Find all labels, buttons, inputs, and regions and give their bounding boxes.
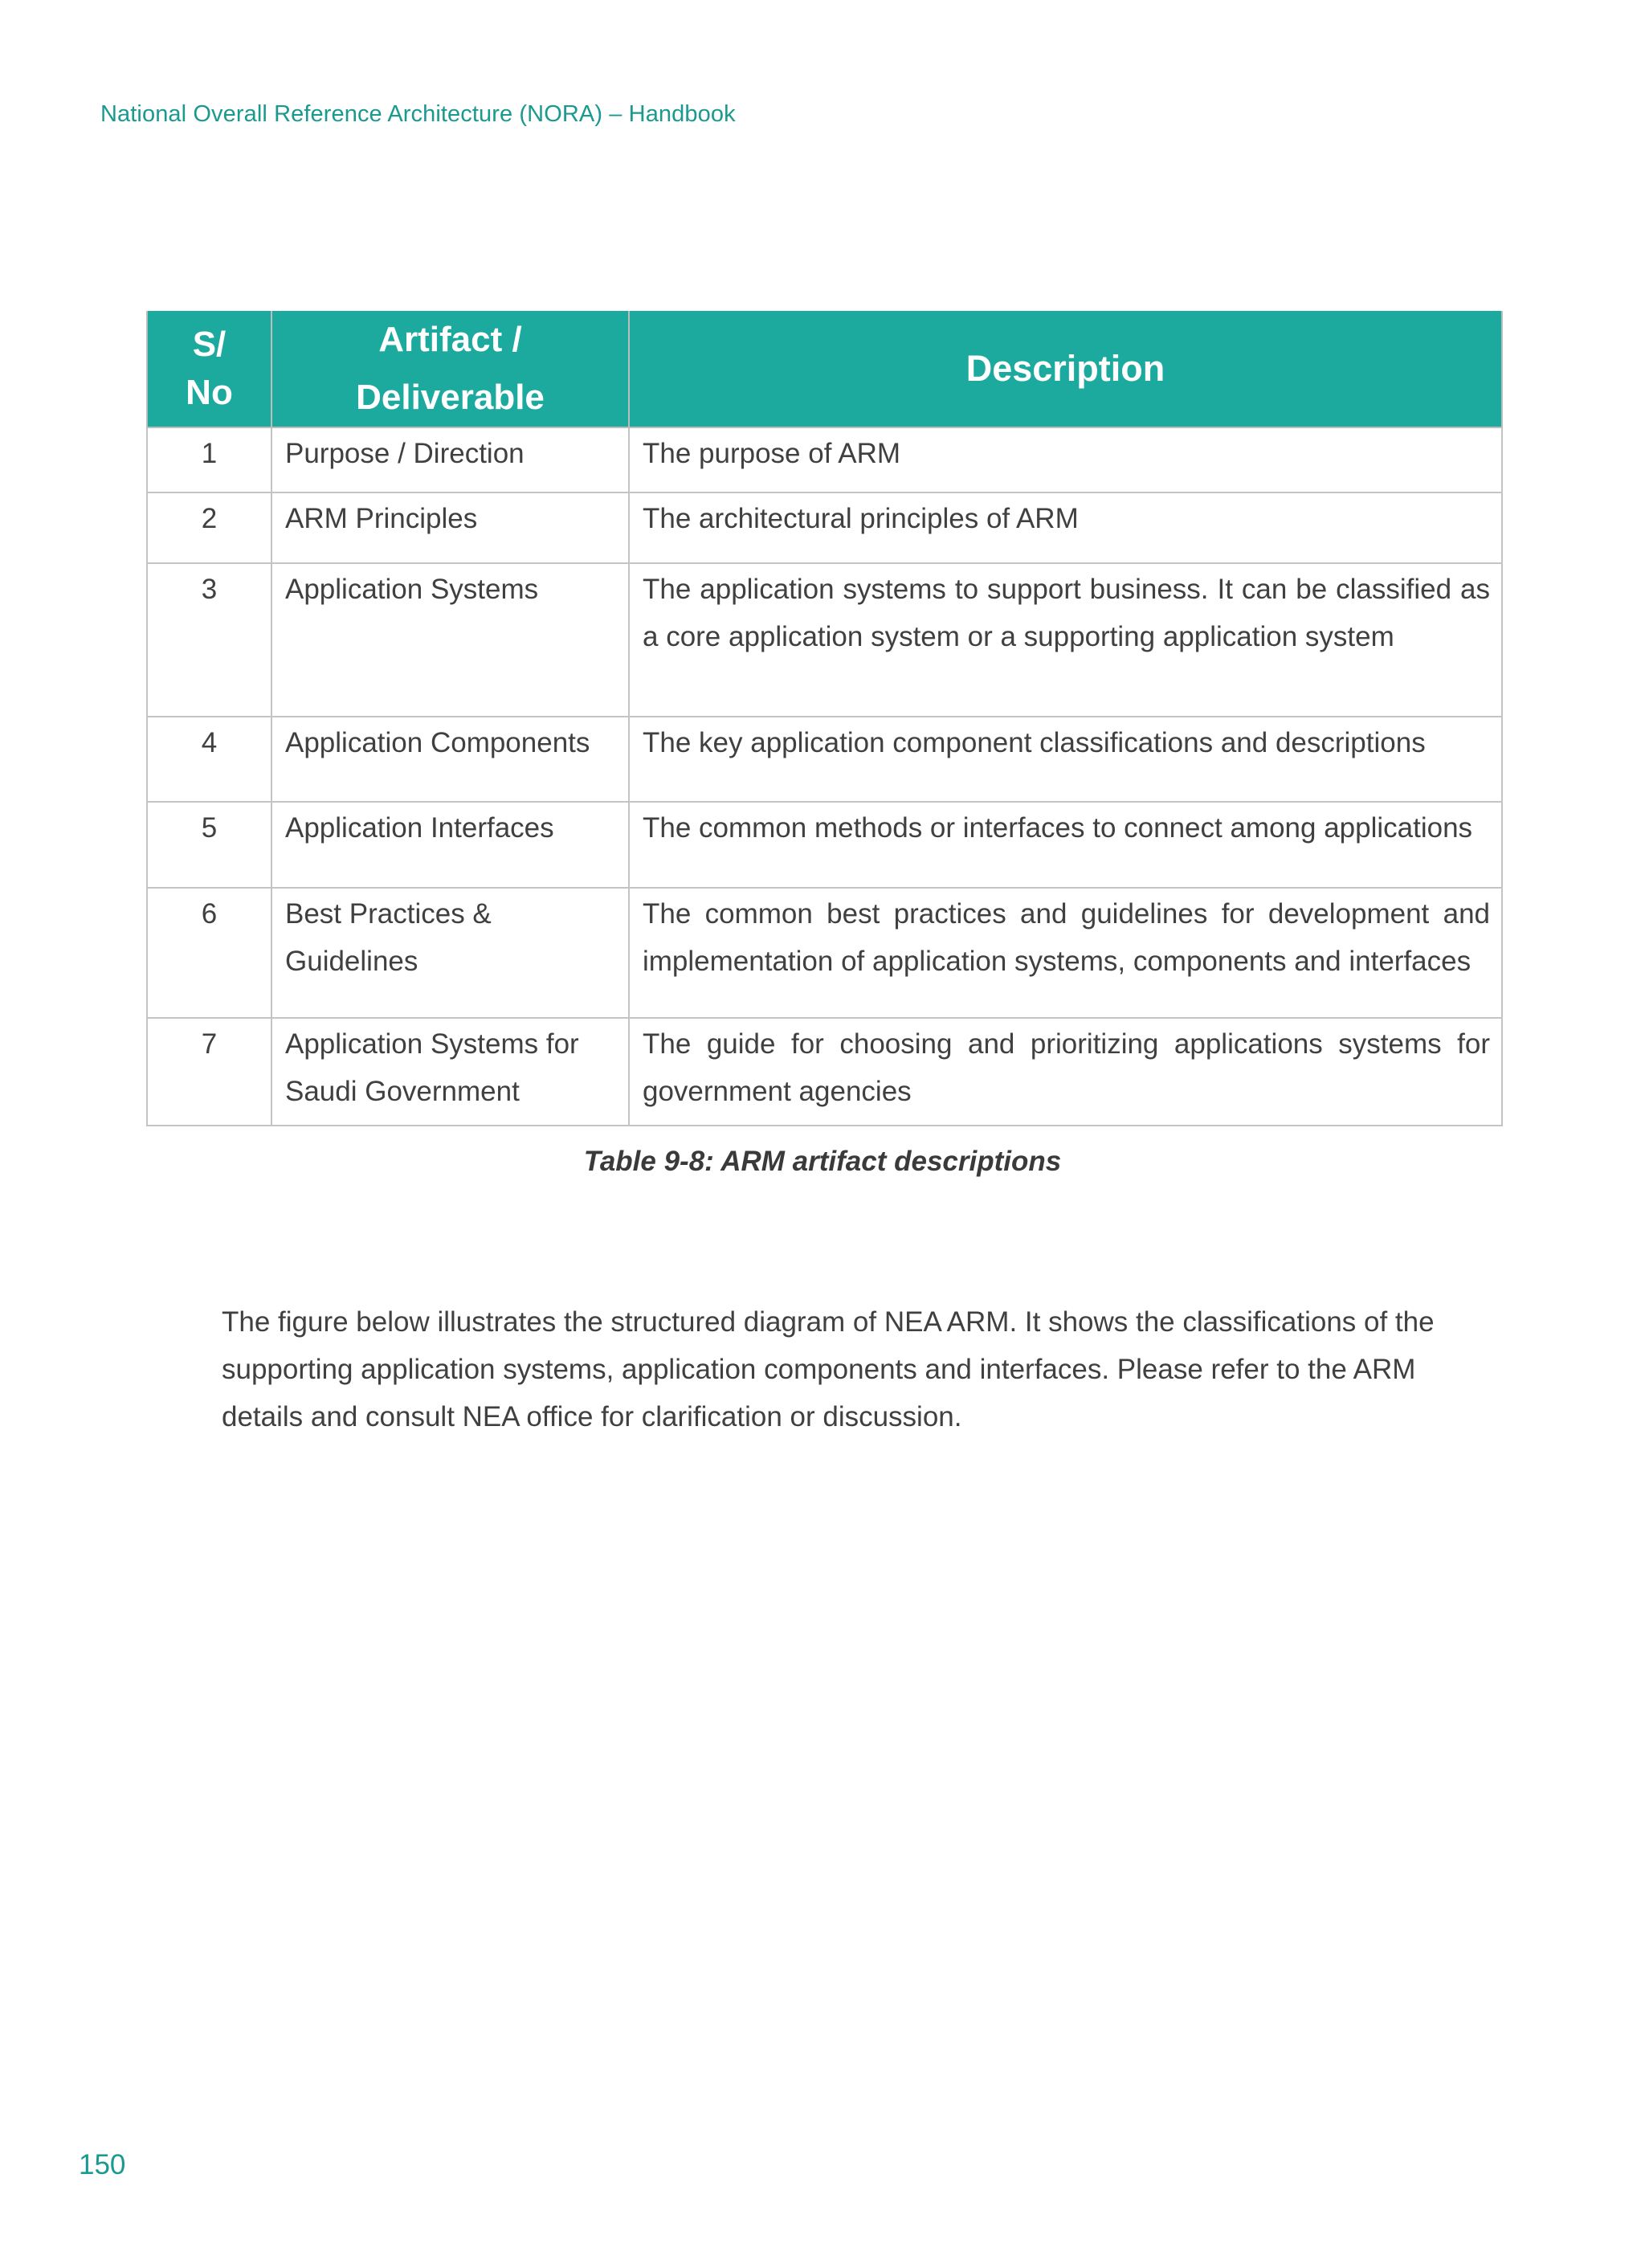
table-row [147,492,1502,563]
header-artifact-line1: Artifact / [378,320,522,359]
row-sno: 5 [147,802,271,888]
row-description: The architectural principles of ARM [629,492,1502,563]
row-sno: 7 [147,1018,271,1126]
table-header-row [147,311,1502,427]
table-row [147,888,1502,1018]
table-row [147,717,1502,802]
table-row [147,802,1502,888]
body-paragraph: The figure below illustrates the structured diagram of NEA ARM. It shows the classifications of the supporting application systems, application components and interfaces. Please refer to the ARM details and consult NEA office for clarification or discussion. [222,1306,1435,1432]
row-description: The guide for choosing and prioritizing applications systems for government agencies [629,1018,1502,1126]
row-artifact: Best Practices & Guidelines [271,888,629,1018]
table-caption: Table 9-8: ARM artifact descriptions [583,1146,1062,1177]
table-row [147,427,1502,492]
row-description: The purpose of ARM [629,427,1502,492]
row-artifact: Application Systems [271,563,629,717]
header-artifact [271,311,629,427]
row-sno: 6 [147,888,271,1018]
row-sno: 4 [147,717,271,802]
row-artifact: Application Components [271,717,629,802]
row-artifact: Purpose / Direction [271,427,629,492]
row-description: The common methods or interfaces to connect among applications [629,802,1502,888]
running-header: National Overall Reference Architecture (NORA) – Handbook [100,101,736,127]
row-sno: 1 [147,427,271,492]
row-description: The application systems to support business. It can be classified as a core application system or a supporting application system [629,563,1502,717]
header-sno-line1: S/ [192,325,227,364]
row-artifact: Application Systems for Saudi Government [271,1018,629,1126]
header-artifact-line2: Deliverable [356,378,545,417]
header-description: Description [629,311,1502,427]
row-description: The common best practices and guidelines for development and implementation of application systems, components and interfaces [629,888,1502,1018]
row-artifact: Application Interfaces [271,802,629,888]
row-artifact: ARM Principles [271,492,629,563]
table-row [147,1018,1502,1126]
row-description: The key application component classifications and descriptions [629,717,1502,802]
table-row [147,563,1502,717]
artifact-table [146,311,1503,1126]
header-sno [147,311,271,427]
page-number: 150 [79,2149,126,2180]
artifact-table-container [146,311,1501,1126]
row-sno: 2 [147,492,271,563]
header-sno-line2: No [186,373,233,412]
row-sno: 3 [147,563,271,717]
